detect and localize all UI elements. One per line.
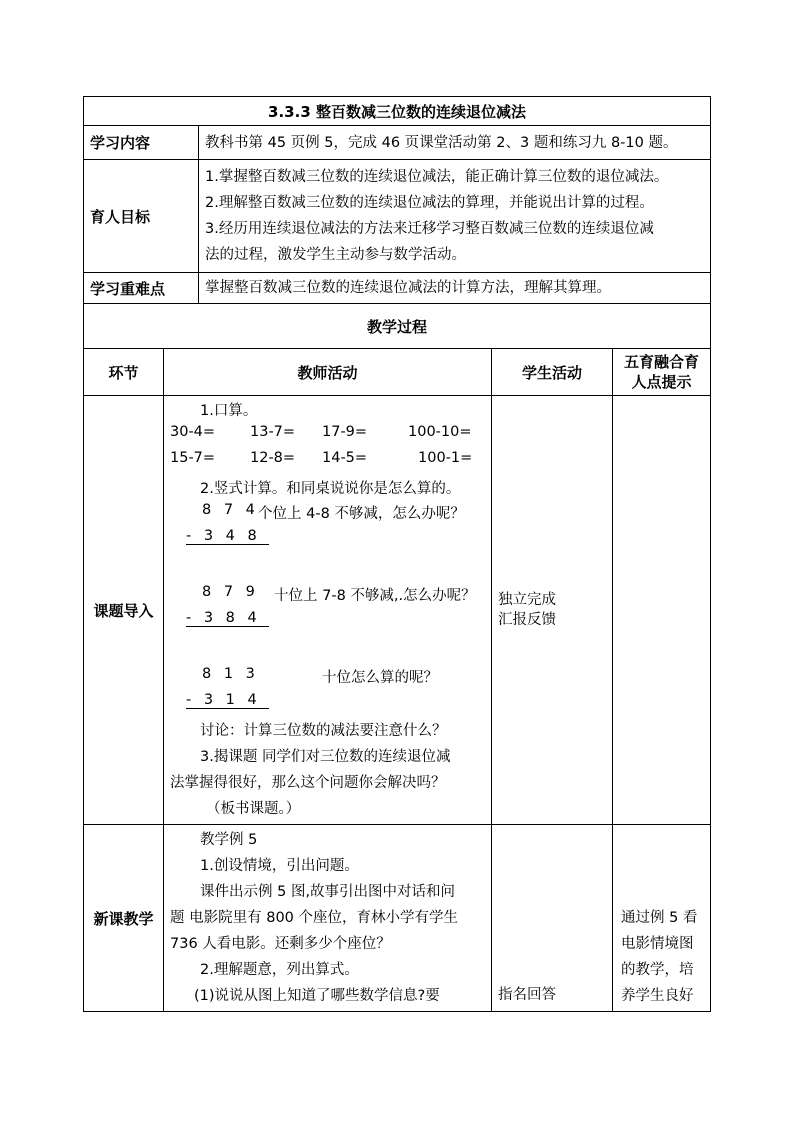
reveal-line-1: 3.揭课题 同学们对三位数的连续退位减 (200, 749, 451, 765)
title-row (84, 97, 711, 126)
problem-3-minuend: 8 1 3 (202, 666, 259, 682)
goal-2: 2.理解整百数减三位数的连续退位减法的算理，并能说出计算的过程。 (205, 195, 654, 211)
oral-q8: 100-1= (418, 450, 473, 466)
learning-content-label: 学习内容 (84, 126, 199, 160)
problem-2-question: 十位上 7-8 不够减,.怎么办呢？ (274, 588, 476, 604)
problem-3-question: 十位怎么算的呢？ (322, 670, 438, 686)
intro-teacher-activity (164, 396, 492, 825)
column-header-row (84, 349, 711, 396)
intro-student-line1: 独立完成 (498, 592, 556, 608)
intro-hint (613, 396, 711, 825)
newlesson-hint-1: 通过例 5 看 (621, 910, 698, 926)
newlesson-line-4: 题 电影院里有 800 个座位，育林小学有学生 (170, 910, 459, 926)
newlesson-line-6: 2.理解题意，列出算式。 (200, 962, 359, 978)
goals-text (199, 160, 711, 273)
newlesson-row (84, 825, 711, 1012)
key-points-row (84, 273, 711, 304)
newlesson-hint (613, 825, 711, 1012)
oral-q3: 17-9= (322, 424, 368, 440)
newlesson-hint-2: 电影情境图 (621, 936, 694, 952)
reveal-line-2: 法掌握得很好，那么这个问题你会解决吗？ (170, 775, 446, 791)
header-student: 学生活动 (492, 349, 613, 396)
newlesson-line-7: (1)说说从图上知道了哪些数学信息?要 (194, 988, 440, 1004)
header-hint (613, 349, 711, 396)
problem-1-bottom (170, 528, 485, 554)
newlesson-stage: 新课教学 (84, 825, 164, 1012)
header-teacher: 教师活动 (164, 349, 492, 396)
goal-1: 1.掌握整百数减三位数的连续退位减法，能正确计算三位数的退位减法。 (205, 169, 669, 185)
goal-3-cont: 法的过程，激发学生主动参与数学活动。 (205, 247, 466, 263)
lesson-plan-table (83, 96, 711, 1012)
intro-student-activity (492, 396, 613, 825)
goal-3: 3.经历用连续退位减法的方法来迁移学习整百数减三位数的连续退位减 (205, 221, 654, 237)
vertical-title: 2.竖式计算。和同桌说说你是怎么算的。 (200, 481, 461, 497)
key-points-label: 学习重难点 (84, 273, 199, 304)
newlesson-student-activity: 指名回答 (492, 825, 613, 1012)
newlesson-line-1: 教学例 5 (200, 832, 258, 848)
process-heading-row (84, 304, 711, 349)
learning-content-text: 教科书第 45 页例 5，完成 46 页课堂活动第 2、3 题和练习九 8-10 题。 (199, 126, 711, 160)
problem-3-subtrahend: - 3 1 4 (186, 692, 269, 709)
oral-title: 1.口算。 (200, 403, 258, 419)
problem-2-minuend: 8 7 9 (202, 584, 259, 600)
oral-row-1 (170, 424, 485, 450)
newlesson-line-5: 736 人看电影。还剩多少个座位？ (170, 936, 391, 952)
intro-stage: 课题导入 (84, 396, 164, 825)
problem-2-subtrahend: - 3 8 4 (186, 610, 269, 627)
problem-1-minuend: 8 7 4 (202, 502, 259, 518)
oral-q1: 30-4= (170, 424, 216, 440)
oral-q5: 15-7= (170, 450, 216, 466)
header-hint-line2: 人点提示 (631, 373, 692, 391)
newlesson-line-3: 课件出示例 5 图,故事引出图中对话和问 (200, 884, 456, 900)
newlesson-hint-4: 养学生良好 (621, 988, 694, 1004)
problem-3-bottom (170, 692, 485, 718)
oral-q2: 13-7= (250, 424, 296, 440)
problem-1-question: 个位上 4-8 不够减，怎么办呢？ (258, 506, 465, 522)
goals-row (84, 160, 711, 273)
intro-student-line2: 汇报反馈 (498, 612, 556, 628)
oral-row-2 (170, 450, 485, 476)
problem-2-top (170, 584, 485, 610)
newlesson-hint-3: 的教学，培 (621, 962, 694, 978)
header-hint-line1: 五育融合育 (624, 353, 700, 371)
key-points-text: 掌握整百数减三位数的连续退位减法的计算方法，理解其算理。 (199, 273, 711, 304)
learning-content-row (84, 126, 711, 160)
lesson-title: 3.3.3 整百数减三位数的连续退位减法 (84, 97, 711, 126)
problem-1-subtrahend: - 3 4 8 (186, 528, 269, 545)
oral-q4: 100-10= (408, 424, 472, 440)
newlesson-teacher-activity (164, 825, 492, 1012)
intro-row (84, 396, 711, 825)
oral-q7: 14-5= (322, 450, 368, 466)
problem-3-top (170, 666, 485, 692)
process-heading: 教学过程 (84, 304, 711, 349)
goals-label: 育人目标 (84, 160, 199, 273)
problem-2-bottom (170, 610, 485, 636)
problem-1-top (170, 502, 485, 528)
header-stage: 环节 (84, 349, 164, 396)
newlesson-line-2: 1.创设情境，引出问题。 (200, 858, 359, 874)
discussion: 讨论：计算三位数的减法要注意什么？ (200, 723, 447, 739)
board-note: （板书课题。） (206, 801, 301, 817)
oral-q6: 12-8= (250, 450, 296, 466)
